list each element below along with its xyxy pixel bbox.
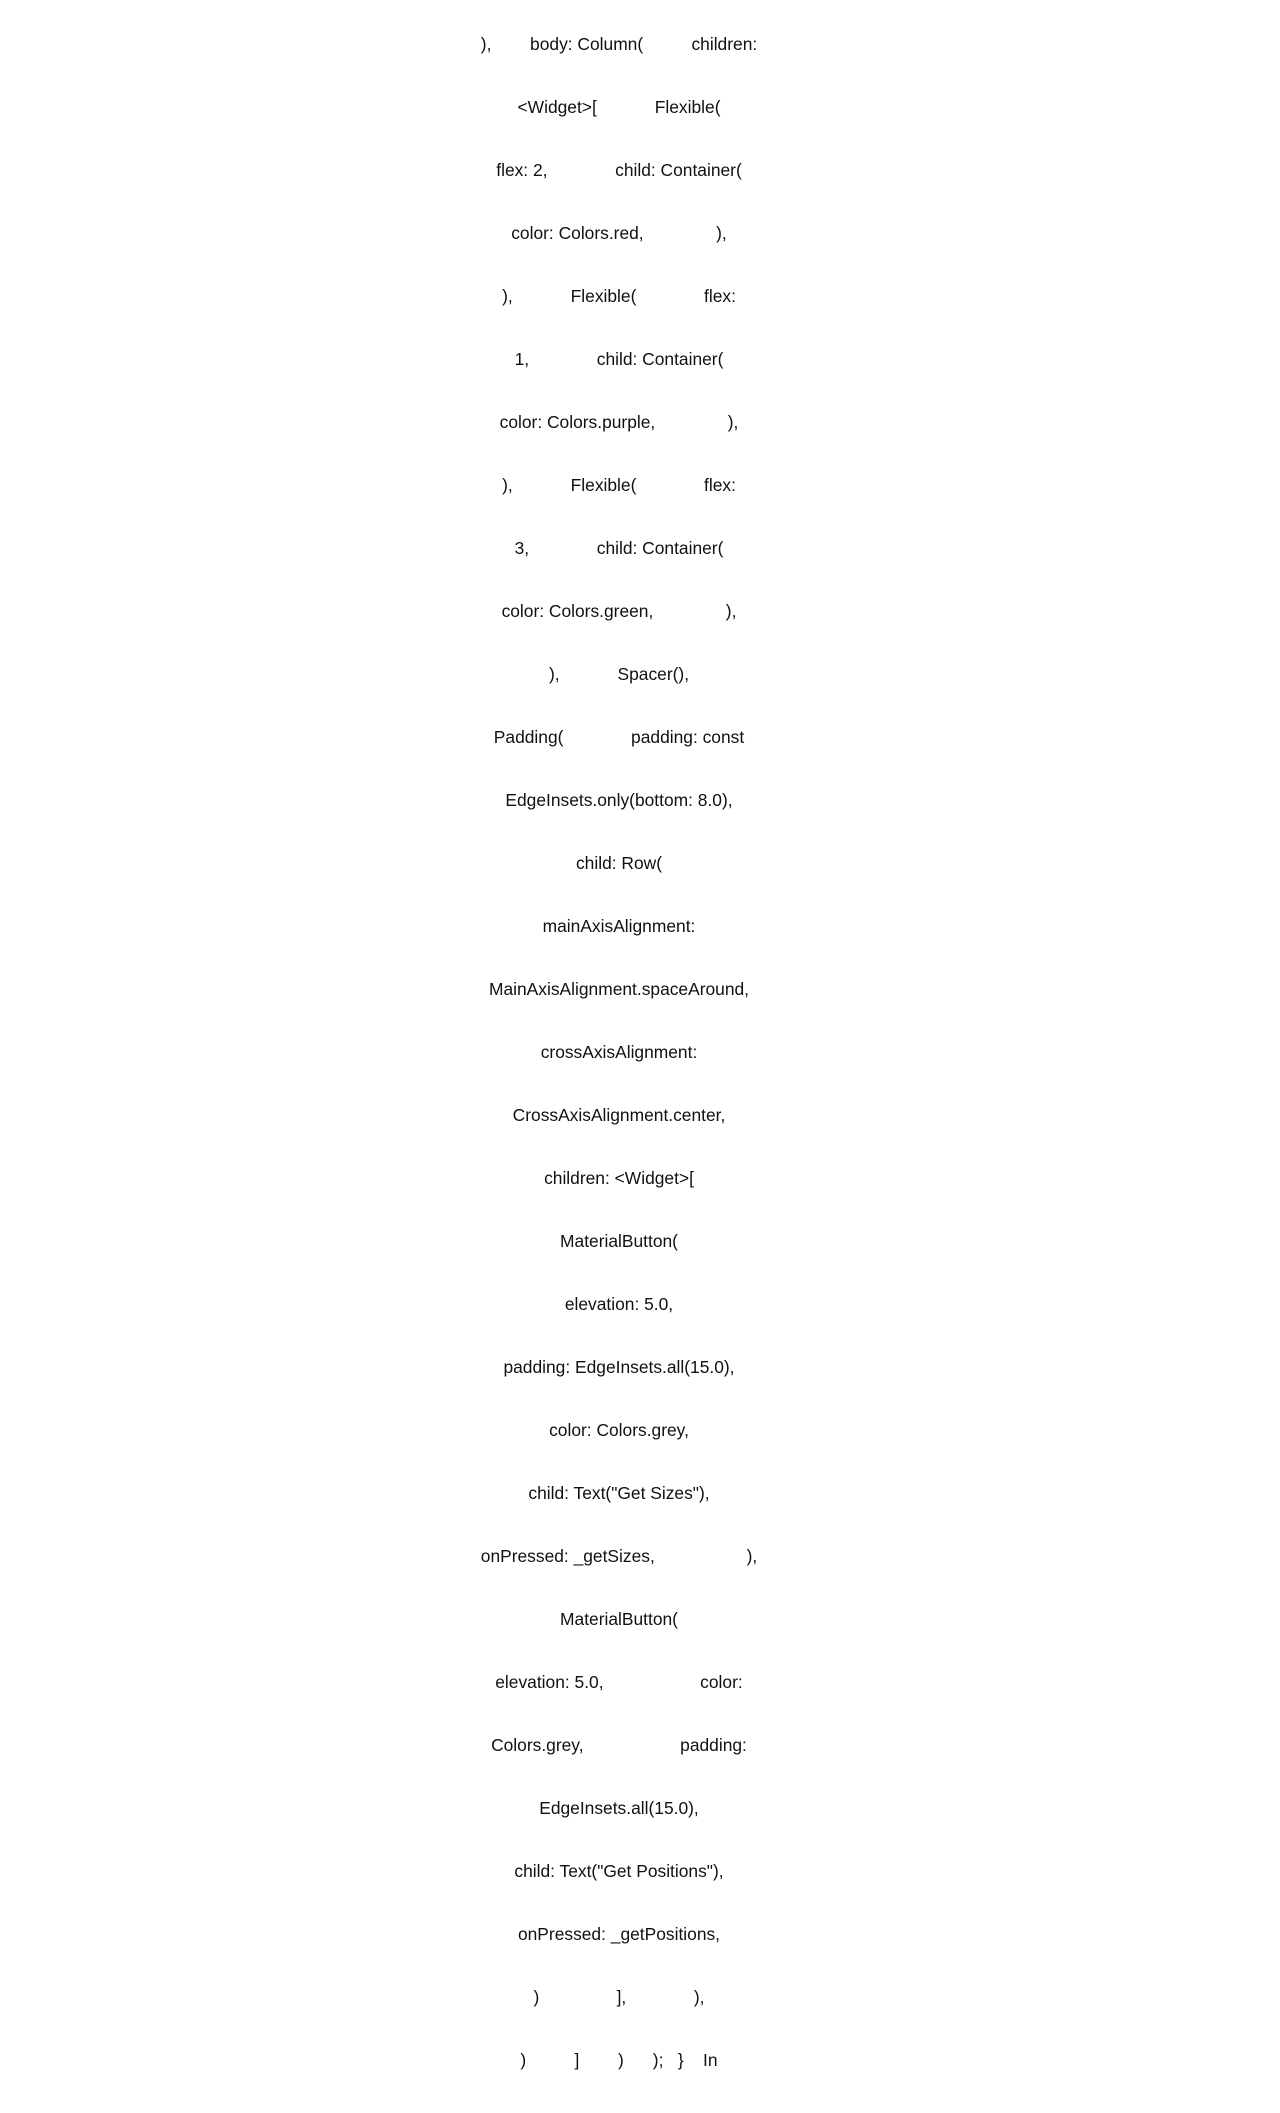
code-line: color: Colors.green, ), — [501, 601, 737, 621]
code-line: mainAxisAlignment: — [542, 916, 696, 936]
code-line: MainAxisAlignment.spaceAround, — [488, 979, 750, 999]
code-line: Padding( padding: const — [493, 727, 745, 747]
code-line: child: Row( — [575, 853, 662, 873]
code-line: ), Flexible( flex: — [502, 475, 736, 495]
code-line: child: Text("Get Sizes"), — [528, 1483, 710, 1503]
code-line: flex: 2, child: Container( — [496, 160, 742, 180]
code-line: MaterialButton( — [560, 1231, 678, 1251]
code-line: elevation: 5.0, color: — [495, 1672, 743, 1692]
code-line: ) ] ) ); } In — [520, 2050, 718, 2070]
code-line: child: Text("Get Positions"), — [514, 1861, 724, 1881]
code-line: 1, child: Container( — [514, 349, 724, 369]
code-line: MaterialButton( — [560, 1609, 678, 1629]
code-line: padding: EdgeInsets.all(15.0), — [503, 1357, 735, 1377]
code-line: 3, child: Container( — [514, 538, 724, 558]
code-line: ) ], ), — [533, 1987, 705, 2007]
code-line: ), Spacer(), — [548, 664, 690, 684]
code-line: children: <Widget>[ — [544, 1168, 694, 1188]
code-line: <Widget>[ Flexible( — [517, 97, 721, 117]
code-line: color: Colors.purple, ), — [499, 412, 739, 432]
code-line: ), body: Column( children: — [480, 34, 758, 54]
code-line: color: Colors.grey, — [549, 1420, 689, 1440]
code-line: color: Colors.red, ), — [511, 223, 727, 243]
code-text-column — [478, 0, 760, 2113]
code-line: ), Flexible( flex: — [502, 286, 736, 306]
code-line: EdgeInsets.all(15.0), — [539, 1798, 699, 1818]
code-line: CrossAxisAlignment.center, — [512, 1105, 726, 1125]
code-line: EdgeInsets.only(bottom: 8.0), — [505, 790, 733, 810]
code-line: elevation: 5.0, — [564, 1294, 674, 1314]
code-line: onPressed: _getPositions, — [517, 1924, 721, 1944]
code-line: Colors.grey, padding: — [491, 1735, 747, 1755]
code-line: onPressed: _getSizes, ), — [480, 1546, 758, 1566]
code-line: crossAxisAlignment: — [540, 1042, 698, 1062]
